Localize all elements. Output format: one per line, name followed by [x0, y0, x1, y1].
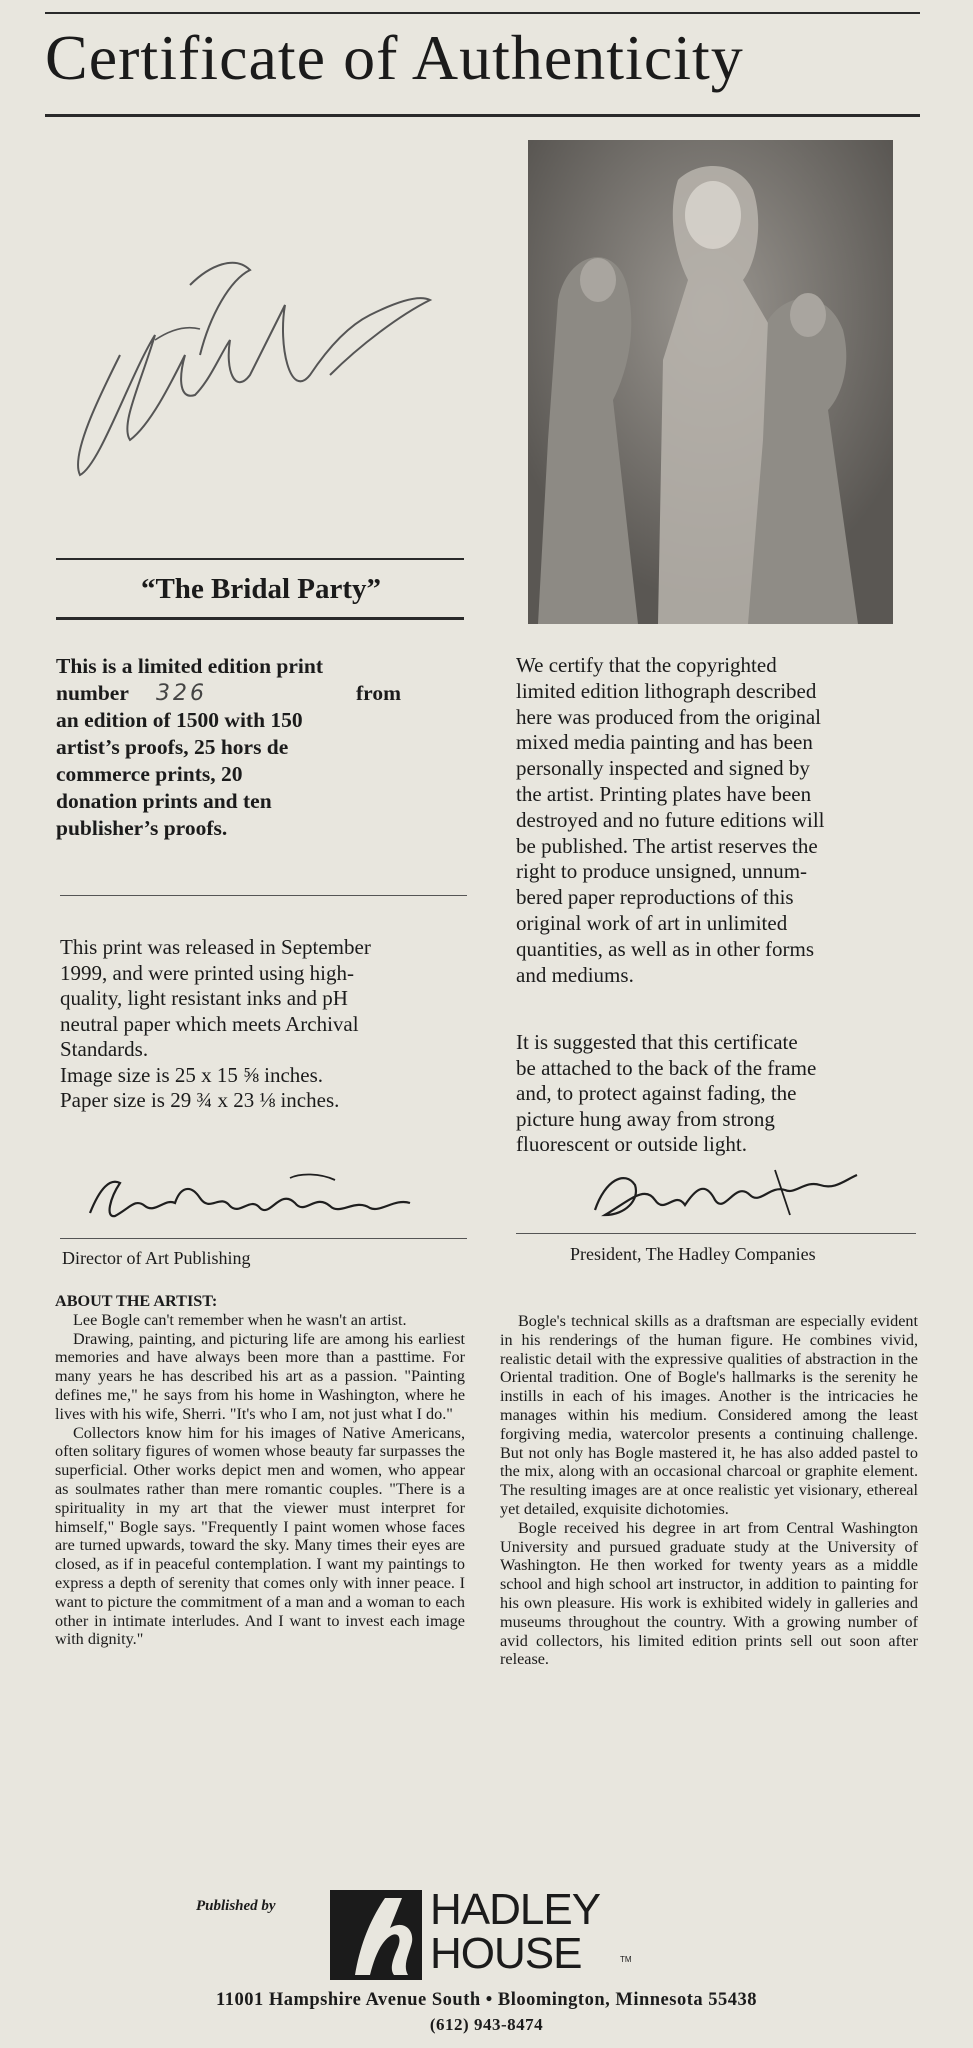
edition-number-value: 326	[156, 681, 207, 706]
about-paragraph: Lee Bogle can't remember when he wasn't an artist.	[73, 1310, 407, 1329]
edition-line-7: publisher’s proofs.	[56, 816, 228, 840]
suggest-line: and, to protect against fading, the	[516, 1081, 797, 1105]
certify-line: and mediums.	[516, 962, 634, 987]
about-heading: ABOUT THE ARTIST:	[55, 1292, 218, 1310]
framing-suggestion	[516, 1030, 916, 1158]
artwork-name-bottom-rule	[56, 617, 464, 620]
edition-line-4: artist’s proofs, 25 hors de	[56, 735, 289, 759]
hadley-house-logo-icon	[330, 1890, 422, 1980]
artwork-illustration	[528, 140, 893, 624]
edition-number-label: number	[56, 681, 129, 705]
edition-statement	[56, 653, 456, 842]
edition-line-6: donation prints and ten	[56, 789, 272, 813]
hadley-house-wordmark	[430, 1885, 601, 1978]
artwork-name: “The Bridal Party”	[140, 573, 382, 605]
artwork-image	[528, 140, 893, 624]
release-line: This print was released in September	[60, 935, 371, 959]
director-signature-line	[60, 1238, 467, 1239]
paper-size: Paper size is 29 ¾ x 23 ⅛ inches.	[60, 1088, 340, 1112]
certify-line: the artist. Printing plates have been	[516, 781, 812, 806]
artist-signature	[60, 225, 440, 485]
director-title: Director of Art Publishing	[62, 1248, 251, 1268]
certificate-title: Certificate of Authenticity	[45, 22, 744, 93]
trademark-mark: TM	[620, 1955, 632, 1964]
certify-line: right to produce unsigned, unnum-	[516, 859, 808, 884]
title-top-rule	[45, 12, 920, 14]
edition-line-1: This is a limited edition print	[56, 654, 323, 678]
certify-line: limited edition lithograph described	[516, 678, 817, 703]
edition-from-label: from	[356, 681, 401, 705]
certify-line: We certify that the copyrighted	[516, 653, 777, 677]
logo-line-2: HOUSE	[430, 1929, 582, 1978]
published-by-label: Published by	[196, 1898, 276, 1914]
suggest-line: be attached to the back of the frame	[516, 1055, 817, 1080]
suggest-line: It is suggested that this certificate	[516, 1030, 798, 1054]
about-artist-left-column	[55, 1292, 465, 1649]
certify-line: original work of art in unlimited	[516, 910, 788, 935]
release-line: Standards.	[60, 1037, 149, 1061]
certify-line: here was produced from the original	[516, 704, 821, 729]
edition-number-row	[56, 680, 456, 707]
certify-line: destroyed and no future editions will	[516, 807, 825, 832]
president-signature	[585, 1160, 865, 1226]
image-size: Image size is 25 x 15 ⅝ inches.	[60, 1062, 324, 1087]
suggest-line: picture hung away from strong	[516, 1106, 775, 1131]
logo-line-1: HADLEY	[430, 1885, 601, 1934]
about-paragraph: Bogle received his degree in art from Central Washington University and pursued graduate study at the University of Washington. He then worked for twenty years as a middle school and high school art instructor, in addition to painting for his own pleasure. His work is exhibited widely in galleries and museums throughout the country. With a growing number of avid collectors, his limited edition prints sell out soon after release.	[500, 1518, 918, 1669]
edition-line-3: an edition of 1500 with 150	[56, 708, 303, 732]
publisher-phone: (612) 943-8474	[429, 2015, 544, 2034]
title-bottom-rule	[45, 114, 920, 117]
release-line: neutral paper which meets Archival	[60, 1011, 359, 1036]
artwork-name-top-rule	[56, 558, 464, 560]
release-line: 1999, and were printed using high-	[60, 960, 354, 985]
edition-divider	[60, 895, 467, 896]
about-paragraph: Collectors know him for his images of Native Americans, often solitary figures of women whose beauty far surpasses the superficial. Other works depict men and women, who appear as soulmates rather than mere romantic couples. "There is a spirituality in my art that the viewer must interpret for himself," Bogle says. "Frequently I paint women whose faces are turned upwards, toward the sky. Many times their eyes are closed, as if in peaceful contemplation. I want my paintings to express a depth of serenity that comes only with inner peace. I want to picture the commitment of a man and a woman to each other in intimate interludes. And I want to invest each image with dignity."	[55, 1423, 465, 1649]
certify-line: personally inspected and signed by	[516, 756, 810, 781]
president-signature-line	[516, 1233, 916, 1234]
certify-line: be published. The artist reserves the	[516, 833, 818, 858]
certify-line: bered paper reproductions of this	[516, 885, 794, 910]
certify-line: quantities, as well as in other forms	[516, 936, 815, 961]
about-artist-right-column	[500, 1312, 918, 1669]
about-paragraph: Bogle's technical skills as a draftsman are especially evident in his renderings of the human figure. He combines vivid, realistic detail with the expressive qualities of abstraction in the Oriental tradition. One of Bogle's hallmarks is the serenity he instills in each of his images. Another is the intricacies he manages within his medium. Considered among the least forgiving media, watercolor presents a continuing challenge. But not only has Bogle mastered it, he has also added pastel to the mix, along with an occasional charcoal or graphite element. The resulting images are at once realistic yet visionary, ethereal yet detailed, exquisite dichotomies.	[500, 1312, 918, 1518]
publisher-address: 11001 Hampshire Avenue South • Bloomington, Minnesota 55438	[215, 1990, 758, 2010]
president-title: President, The Hadley Companies	[570, 1244, 816, 1264]
director-signature	[80, 1168, 420, 1230]
about-paragraph: Drawing, painting, and picturing life are among his earliest memories and have always been more than a pasttime. For many years he has described his art as a passion. "Painting defines me," he says from his home in Washington, where he lives with his wife, Sherri. "It's who I am, not just what I do."	[55, 1329, 465, 1423]
release-info	[60, 935, 480, 1114]
release-line: quality, light resistant inks and pH	[60, 986, 348, 1010]
certify-line: mixed media painting and has been	[516, 730, 813, 755]
certification-statement	[516, 653, 916, 988]
suggest-line: fluorescent or outside light.	[516, 1132, 747, 1156]
edition-line-5: commerce prints, 20	[56, 762, 243, 786]
